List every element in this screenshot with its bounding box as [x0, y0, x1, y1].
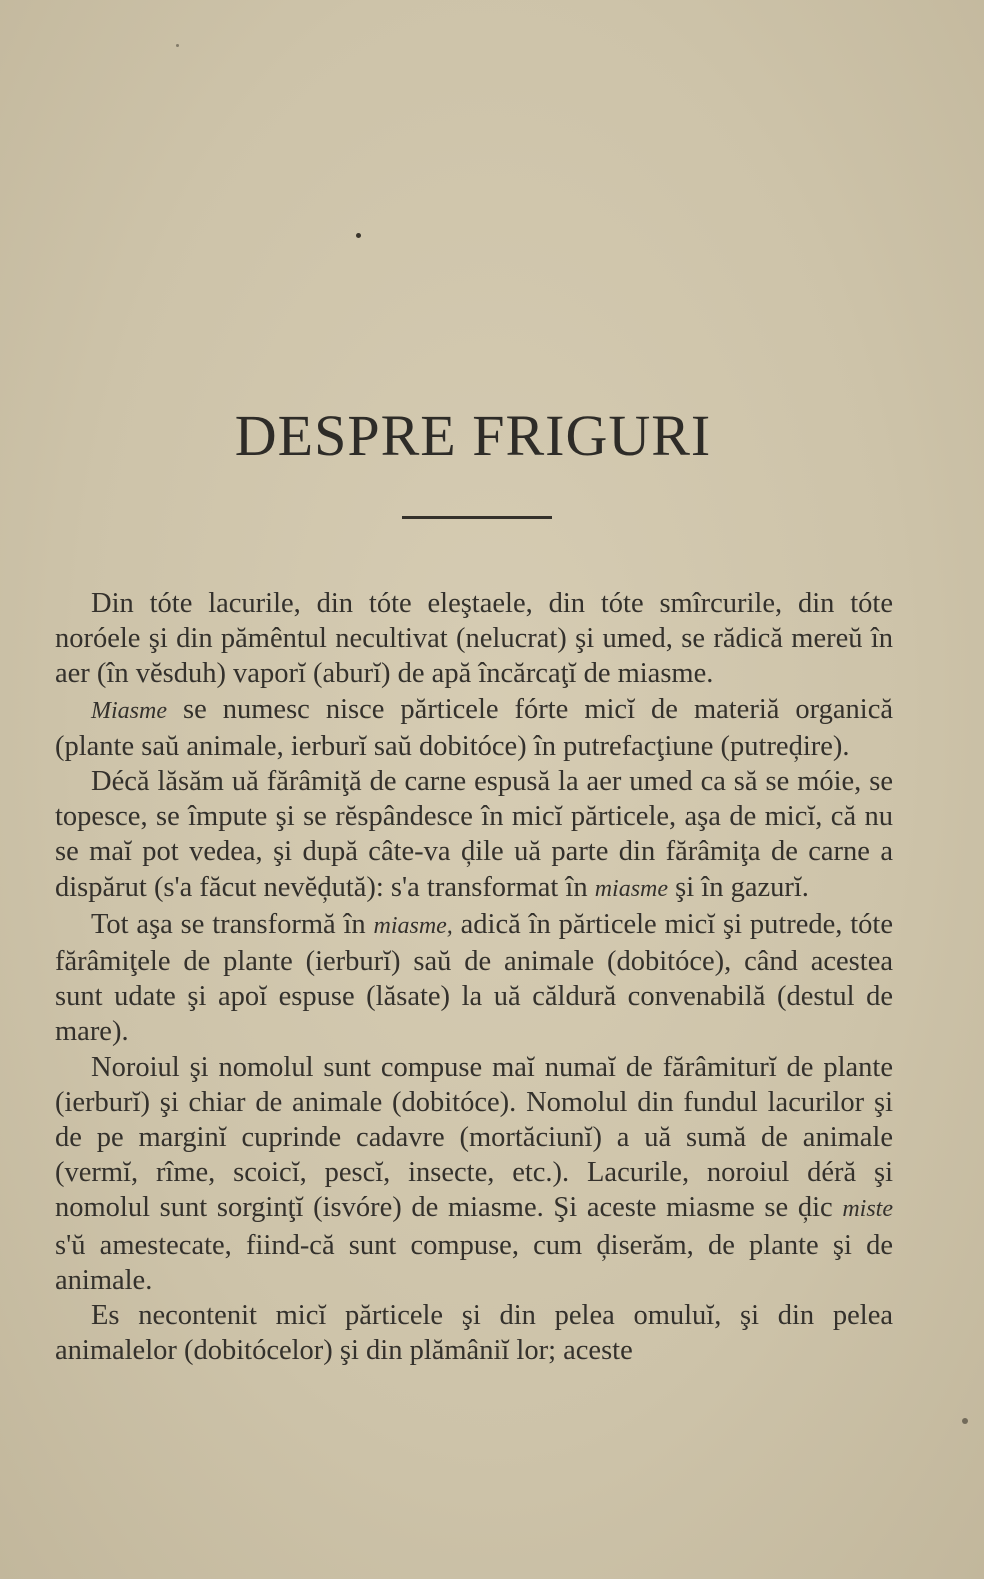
chapter-title: DESPRE FRIGURI — [234, 403, 712, 468]
italic-term: Miasme — [91, 697, 167, 724]
text-run: Din tóte lacurile, din tóte eleştaele, din tóte smîrcurile, din tóte noróele şi din pămêntul necultivat (nelucrat) şi umed, se rădică mereŭ în aer (în vĕsduh) vaporĭ (aburĭ) de apă încărcaţĭ de miasme. — [55, 588, 893, 690]
text-run: Tot aşa se transformă în — [91, 908, 374, 940]
text-run: se numesc nisce părticele fórte micĭ de materiă organică (plante saŭ animale, ierburĭ saŭ dobitóce) în putrefacţiune (putreḑire). — [55, 693, 893, 762]
italic-term: miasme — [594, 875, 669, 902]
paragraph — [55, 1050, 893, 1298]
ink-speck — [176, 44, 179, 47]
text-run: şi în gazurĭ. — [668, 871, 809, 903]
body-text — [55, 586, 893, 1368]
title-rule — [402, 516, 552, 519]
italic-term: miasme, — [373, 912, 453, 939]
ink-speck — [356, 233, 361, 238]
paragraph — [55, 1298, 893, 1368]
paragraph — [55, 907, 893, 1050]
paragraph — [55, 586, 893, 692]
text-run: Décă lăsăm uă fărâmiţă de carne espusă la aer umed ca să se móie, se topesce, se împute şi se rĕspândesce în micĭ părticele, aşa de micĭ, că nu se maĭ pot vedea, şi după câte-va ḑile uă parte din fărâmiţa de carne a dispărut (s'a făcut nevĕḑută): s'a transformat în — [55, 766, 893, 903]
ink-speck — [962, 1418, 968, 1424]
text-run: Es necontenit micĭ părticele şi din pelea omuluĭ, şi din pelea animalelor (dobitócelor) şi din plămâniĭ lor; aceste — [55, 1300, 893, 1367]
italic-term: miste — [842, 1196, 893, 1223]
text-run: Noroiul şi nomolul sunt compuse maĭ numaĭ de fărâmiturĭ de plante (ierburĭ) şi chiar de animale (dobitóce). Nomolul din fundul lacurilor şi de pe marginĭ cuprinde cadavre (mortăciunĭ) a uă sumă de animale (vermĭ, rîme, scoicĭ, pescĭ, insecte, etc.). Lacurile, noroiul déră şi nomolul sunt sorginţĭ (isvóre) de miasme. Şi aceste miasme se ḑic — [55, 1051, 893, 1224]
text-run: adică în părticele micĭ şi putrede, tóte fărâmiţele de plante (ierburĭ) saŭ de animale (dobitóce), când acestea sunt udate şi apoĭ espuse (lăsate) la uă căldură convenabilă (destul de mare). — [55, 908, 893, 1048]
paragraph — [55, 764, 893, 907]
text-run: s'ŭ amestecate, fiind-că sunt compuse, cum ḑiserăm, de plante şi de animale. — [55, 1229, 893, 1296]
paragraph — [55, 692, 893, 764]
